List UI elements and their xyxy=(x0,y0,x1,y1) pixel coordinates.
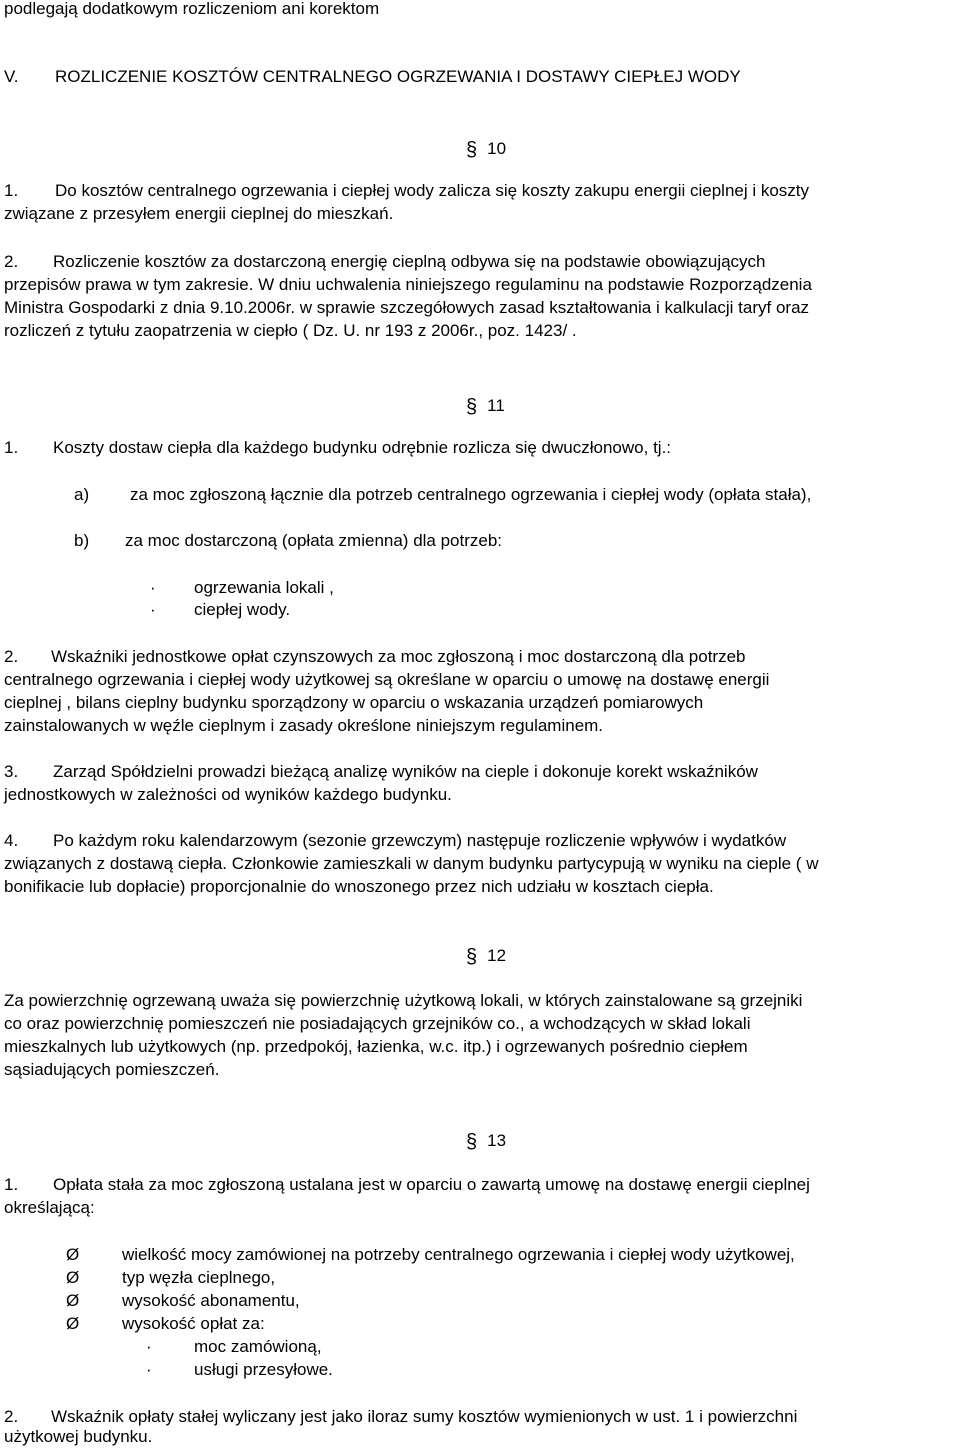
list-item: wielkość mocy zamówionej na potrzeby centralnego ogrzewania i ciepłej wody użytkowej, xyxy=(122,1245,795,1264)
chapter-title: ROZLICZENIE KOSZTÓW CENTRALNEGO OGRZEWANIA I DOSTAWY CIEPŁEJ WODY xyxy=(55,67,741,86)
paragraph-number: 1. xyxy=(4,181,19,200)
paragraph-line: przepisów prawa w tym zakresie. W dniu uchwalenia niniejszego regulaminu na podstawie Rozporządzenia xyxy=(4,275,812,294)
paragraph-line: Do kosztów centralnego ogrzewania i ciepłej wody zalicza się koszty zakupu energii cieplnej i koszty xyxy=(55,181,810,200)
paragraph-line: Za powierzchnię ogrzewaną uważa się powierzchnię użytkową lokali, w których zainstalowane są grzejniki xyxy=(4,991,803,1010)
section-number: 13 xyxy=(487,1131,507,1150)
section-number: 12 xyxy=(487,946,507,965)
list-item-a: za moc zgłoszoną łącznie dla potrzeb centralnego ogrzewania i ciepłej wody (opłata stała), xyxy=(130,485,812,504)
paragraph-line: Opłata stała za moc zgłoszoną ustalana jest w oparciu o zawartą umowę na dostawę energii cieplnej xyxy=(53,1175,810,1194)
list-item: wysokość opłat za: xyxy=(122,1314,265,1333)
paragraph-line: Po każdym roku kalendarzowym (sezonie grzewczym) następuje rozliczenie wpływów i wydatków xyxy=(53,831,787,850)
paragraph-number: 4. xyxy=(4,831,19,850)
list-item: typ węzła cieplnego, xyxy=(122,1268,276,1287)
section-11-heading xyxy=(466,394,505,417)
bullet-icon: · xyxy=(150,578,156,597)
section-symbol: § xyxy=(466,1131,478,1153)
section-number: 11 xyxy=(487,396,505,415)
paragraph-number: 3. xyxy=(4,762,19,781)
list-item-b: za moc dostarczoną (opłata zmienna) dla potrzeb: xyxy=(125,531,503,550)
bullet-icon: · xyxy=(146,1360,152,1379)
paragraph-line: określającą: xyxy=(4,1198,95,1217)
paragraph-number: 1. xyxy=(4,1175,19,1194)
sub-list-item: moc zamówioną, xyxy=(194,1337,322,1356)
paragraph-line: centralnego ogrzewania i ciepłej wody użytkowej są określane w oparciu o umowę na dostawę energii xyxy=(4,670,770,689)
paragraph-line: cieplnej , bilans cieplny budynku sporządzony w oparciu o wskazania urządzeń pomiarowych xyxy=(4,693,704,712)
list-marker-a: a) xyxy=(74,485,90,504)
paragraph-number: 1. xyxy=(4,438,19,457)
arrow-bullet-icon: Ø xyxy=(66,1245,80,1264)
list-item: wysokość abonamentu, xyxy=(122,1291,300,1310)
paragraph-number: 2. xyxy=(4,647,19,666)
arrow-bullet-icon: Ø xyxy=(66,1291,80,1310)
paragraph-line: sąsiadujących pomieszczeń. xyxy=(4,1060,220,1079)
paragraph-line: Zarząd Spółdzielni prowadzi bieżącą analizę wyników na cieple i dokonuje korekt wskaźników xyxy=(53,762,758,781)
section-13-heading xyxy=(466,1129,506,1152)
paragraph-line: bonifikacie lub dopłacie) proporcjonalnie do wnoszonego przez nich udziału w kosztach ciepła. xyxy=(4,877,714,896)
paragraph-line: rozliczeń z tytułu zaopatrzenia w ciepło ( Dz. U. nr 193 z 2006r., poz. 1423/ . xyxy=(4,321,577,340)
paragraph-line: Rozliczenie kosztów za dostarczoną energię cieplną odbywa się na podstawie obowiązujących xyxy=(53,252,766,271)
paragraph-line: co oraz powierzchnię pomieszczeń nie posiadających grzejników co., a wchodzących w skład lokali xyxy=(4,1014,751,1033)
section-symbol: § xyxy=(466,139,478,161)
paragraph-number: 2. xyxy=(4,1407,19,1426)
paragraph-line: związane z przesyłem energii cieplnej do mieszkań. xyxy=(4,204,394,223)
sub-list-item: usługi przesyłowe. xyxy=(194,1360,333,1379)
paragraph-line: użytkowej budynku. xyxy=(4,1427,153,1446)
paragraph-line: mieszkalnych lub użytkowych (np. przedpokój, łazienka, w.c. itp.) i ogrzewanych pośrednio ciepłem xyxy=(4,1037,748,1056)
section-10-heading xyxy=(466,137,506,160)
paragraph-line: Ministra Gospodarki z dnia 9.10.2006r. w sprawie szczegółowych zasad kształtowania i kalkulacji taryf oraz xyxy=(4,298,810,317)
paragraph-line: Koszty dostaw ciepła dla każdego budynku odrębnie rozlicza się dwuczłonowo, tj.: xyxy=(53,438,672,457)
bullet-icon: · xyxy=(150,600,156,619)
list-marker-b: b) xyxy=(74,531,90,550)
section-12-heading xyxy=(466,944,506,967)
paragraph-line: związanych z dostawą ciepła. Członkowie zamieszkali w danym budynku partycypują w wyniku na cieple ( w xyxy=(4,854,819,873)
arrow-bullet-icon: Ø xyxy=(66,1268,80,1287)
chapter-number: V. xyxy=(4,67,19,86)
section-symbol: § xyxy=(466,946,478,968)
paragraph-line: jednostkowych w zależności od wyników każdego budynku. xyxy=(4,785,452,804)
section-symbol: § xyxy=(466,396,478,418)
sub-list-item: ogrzewania lokali , xyxy=(194,578,334,597)
section-number: 10 xyxy=(487,139,507,158)
continuation-line: podlegają dodatkowym rozliczeniom ani korektom xyxy=(4,0,380,18)
arrow-bullet-icon: Ø xyxy=(66,1314,80,1333)
paragraph-line: zainstalowanych w węźle cieplnym i zasady określone niniejszym regulaminem. xyxy=(4,716,604,735)
bullet-icon: · xyxy=(146,1337,152,1356)
paragraph-line: Wskaźnik opłaty stałej wyliczany jest jako iloraz sumy kosztów wymienionych w ust. 1 i powierzchni xyxy=(51,1407,798,1426)
sub-list-item: ciepłej wody. xyxy=(194,600,291,619)
paragraph-line: Wskaźniki jednostkowe opłat czynszowych za moc zgłoszoną i moc dostarczoną dla potrzeb xyxy=(51,647,746,666)
paragraph-number: 2. xyxy=(4,252,19,271)
